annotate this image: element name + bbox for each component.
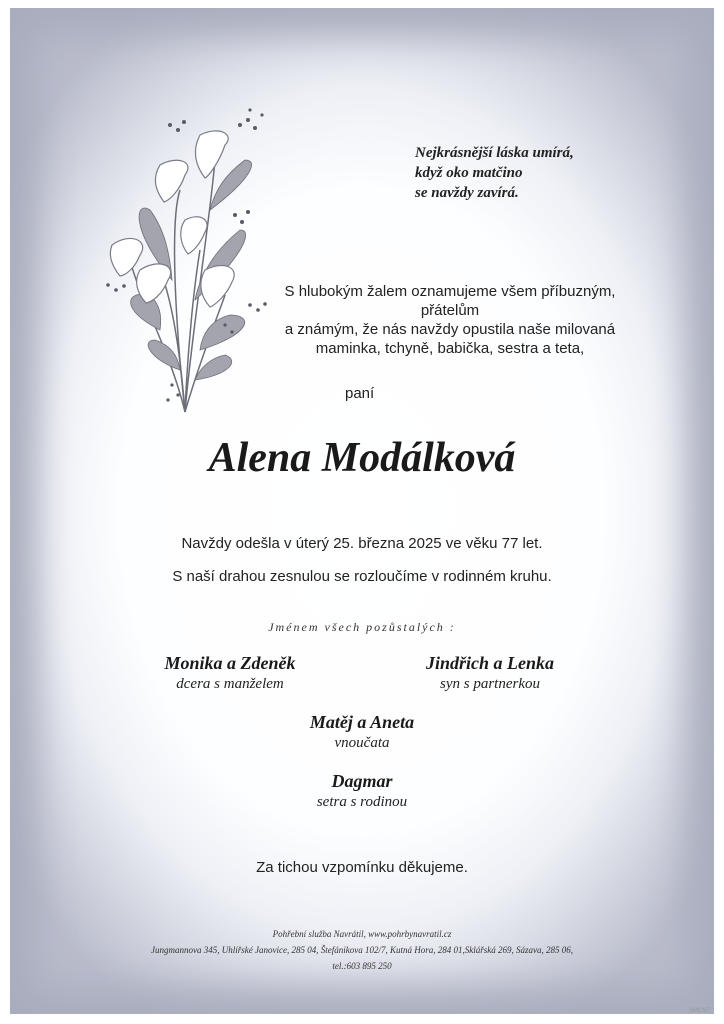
mourner-entry bbox=[140, 652, 320, 694]
deceased-name: Alena Modálková bbox=[208, 435, 516, 481]
death-info: Navždy odešla v úterý 25. března 2025 ve věku 77 let. bbox=[181, 535, 543, 552]
mourner-entry bbox=[400, 652, 580, 694]
announcement-text bbox=[270, 282, 630, 358]
print-stamp: SMCST bbox=[689, 1008, 710, 1014]
mourner-entry bbox=[262, 711, 462, 753]
mourner-relation: dcera s manželem bbox=[176, 676, 284, 692]
quote-line: se navždy zavírá. bbox=[415, 185, 519, 201]
footer-line: Jungmannova 345, Uhlířské Janovice, 285 04, Štefánikova 102/7, Kutná Hora, 284 01,Sklářská 269, Sázava, 285 06, bbox=[151, 945, 573, 955]
announcement-line: S hlubokým žalem oznamujeme všem příbuzným, přátelům bbox=[284, 283, 616, 319]
quote-line: Nejkrásnější láska umírá, bbox=[415, 145, 574, 161]
farewell-info: S naší drahou zesnulou se rozloučíme v rodinném kruhu. bbox=[172, 568, 552, 585]
mourner-relation: setra s rodinou bbox=[316, 794, 408, 810]
mourner-relation: vnoučata bbox=[334, 735, 390, 751]
funeral-service-footer bbox=[0, 926, 724, 974]
announcement-line: a známým, že nás navždy opustila naše milovaná bbox=[284, 321, 616, 338]
thanks-line: Za tichou vzpomínku děkujeme. bbox=[256, 859, 468, 876]
footer-line: tel.:603 895 250 bbox=[332, 961, 392, 971]
honorific: paní bbox=[345, 385, 375, 402]
announcement-line: maminka, tchyně, babička, sestra a teta, bbox=[315, 340, 585, 357]
on-behalf-heading: Jménem všech pozůstalých : bbox=[268, 620, 456, 634]
mourner-entry bbox=[262, 770, 462, 812]
mourner-names: Dagmar bbox=[331, 771, 393, 791]
footer-line: Pohřební služba Navrátil, www.pohrbynavratil.cz bbox=[272, 929, 452, 939]
quote-line: když oko matčino bbox=[415, 165, 523, 181]
calla-lily-bouquet-illustration bbox=[100, 100, 275, 415]
mourner-names: Monika a Zdeněk bbox=[164, 653, 296, 673]
mourner-names: Jindřich a Lenka bbox=[425, 653, 554, 673]
memorial-quote bbox=[415, 143, 574, 203]
mourner-names: Matěj a Aneta bbox=[309, 712, 415, 732]
mourner-relation: syn s partnerkou bbox=[440, 676, 540, 692]
